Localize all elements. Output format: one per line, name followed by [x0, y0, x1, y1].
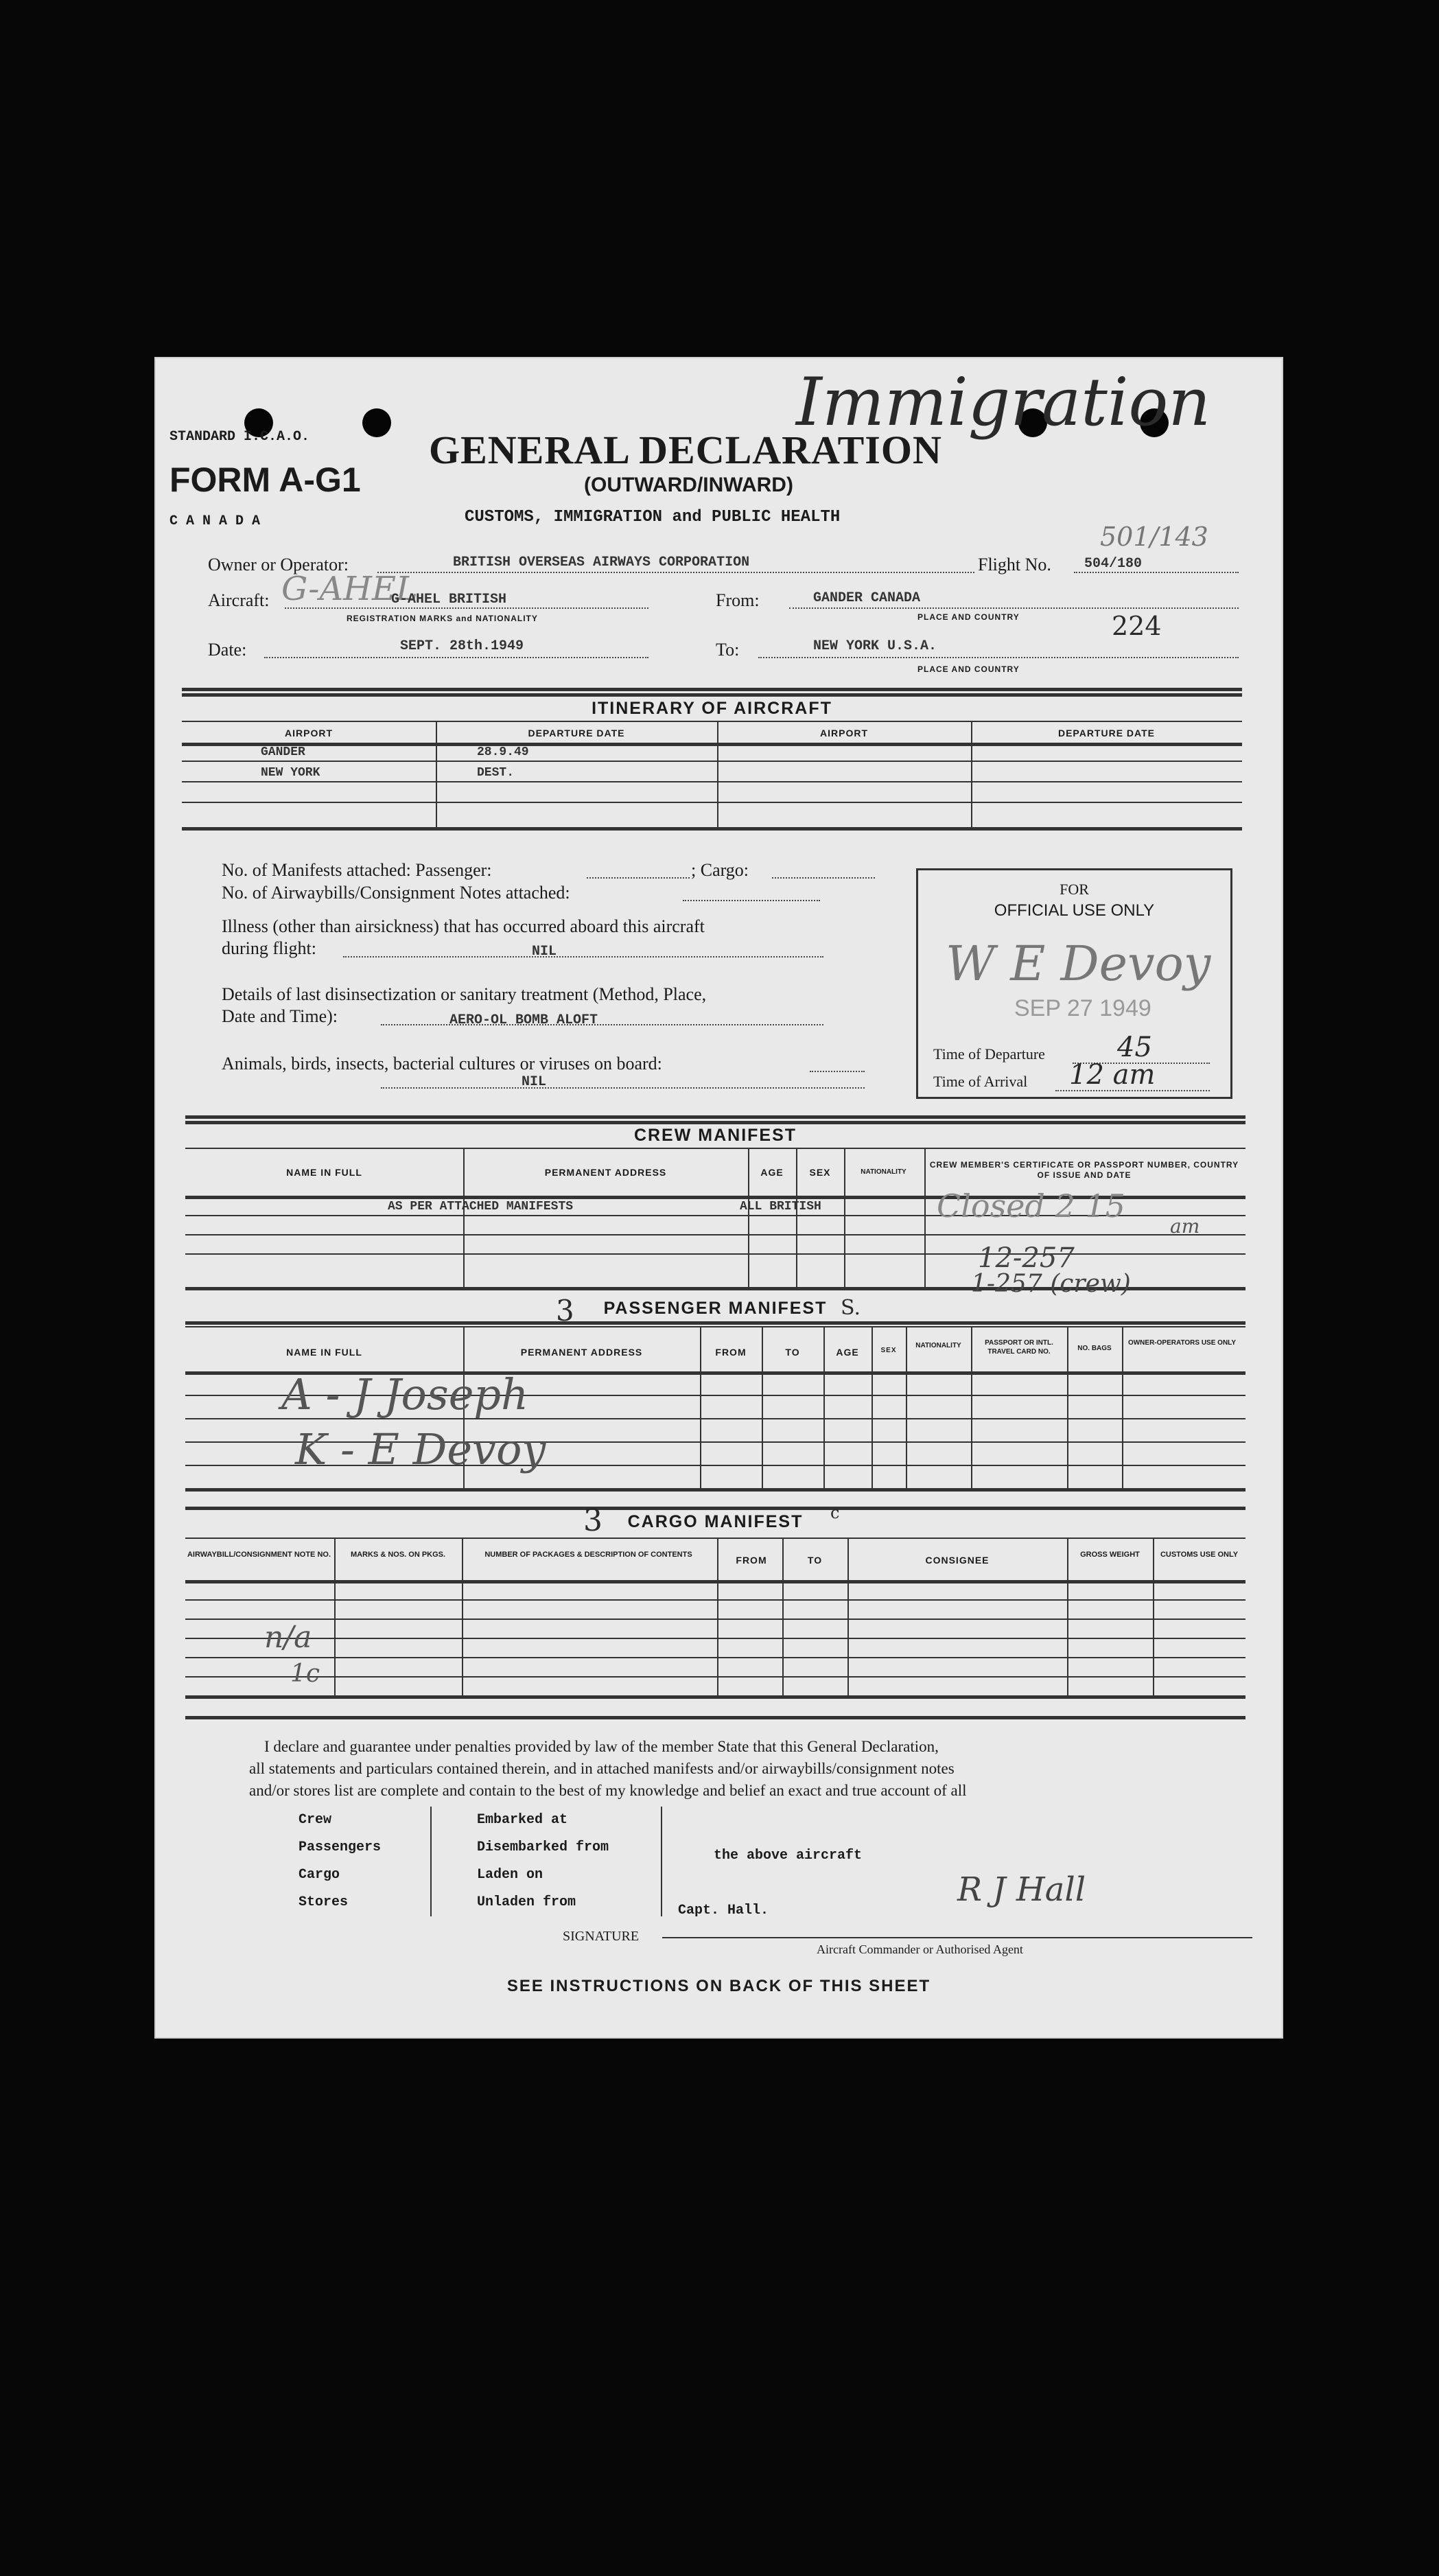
- manifests-line-2: No. of Airwaybills/Consignment Notes attached:: [222, 883, 570, 903]
- passenger-col-name: NAME IN FULL: [286, 1347, 362, 1358]
- passenger-title: PASSENGER MANIFEST: [603, 1299, 828, 1318]
- illness-value: NIL: [532, 944, 557, 960]
- from-label: From:: [716, 590, 760, 610]
- instructions-footer: SEE INSTRUCTIONS ON BACK OF THIS SHEET: [506, 1977, 931, 1995]
- handwritten-immigration: Immigration: [796, 364, 1211, 441]
- passenger-prefix: 3: [556, 1294, 574, 1327]
- flight-label: Flight No.: [978, 555, 1051, 575]
- aircraft-handwritten: G-AHEL: [281, 570, 418, 608]
- declaration-passengers: Passengers: [299, 1840, 382, 1855]
- declaration-line-1: I declare and guarantee under penalties provided by law of the member State that this General Declaration,: [264, 1738, 939, 1755]
- owner-label: Owner or Operator:: [208, 555, 349, 575]
- crew-col-certificate: CREW MEMBER'S CERTIFICATE OR PASSPORT NUMBER, COUNTRY OF ISSUE AND DATE: [929, 1160, 1239, 1180]
- cargo-hand-na: n/a: [264, 1620, 312, 1655]
- crew-col-name: NAME IN FULL: [286, 1167, 362, 1178]
- form-title: GENERAL DECLARATION: [429, 428, 942, 472]
- official-use-box: [916, 868, 1232, 1099]
- cargo-col-from: FROM: [736, 1555, 767, 1566]
- cargo-title: CARGO MANIFEST: [627, 1512, 804, 1531]
- cargo-hand-1c: 1c: [290, 1660, 320, 1688]
- cargo-col-marks: MARKS & NOS. ON PKGS.: [350, 1551, 446, 1559]
- arrival-value: 12 am: [1069, 1059, 1156, 1091]
- cargo-suffix: c: [830, 1503, 840, 1522]
- declaration-captain: Capt. Hall.: [678, 1903, 769, 1918]
- passenger-col-bags: NO. BAGS: [1077, 1345, 1112, 1352]
- crew-row-name: AS PER ATTACHED MANIFESTS: [388, 1200, 574, 1214]
- passenger-col-address: PERMANENT ADDRESS: [520, 1347, 643, 1358]
- animals-value: NIL: [522, 1074, 547, 1090]
- departure-value: 45: [1117, 1032, 1152, 1063]
- date-value: SEPT. 28th.1949: [400, 638, 524, 654]
- crew-hand-passengers: 12-257: [978, 1242, 1075, 1274]
- crew-col-sex: SEX: [809, 1167, 831, 1178]
- illness-line: Illness (other than airsickness) that has occurred aboard this aircraft: [222, 916, 705, 936]
- disinsect-value: AERO-OL BOMB ALOFT: [449, 1012, 598, 1028]
- declaration-left-list: [299, 1807, 381, 1916]
- departure-label: Time of Departure: [933, 1045, 1045, 1063]
- animals-line: Animals, birds, insects, bacterial cultures or viruses on board:: [222, 1054, 662, 1074]
- passenger-name-1: A - J Joseph: [281, 1369, 529, 1419]
- declaration-disembarked: Disembarked from: [477, 1840, 609, 1855]
- crew-hand-am: am: [1170, 1215, 1200, 1238]
- passenger-col-sex: SEX: [880, 1347, 897, 1354]
- flight-value: 504/180: [1084, 556, 1143, 572]
- manifests-line-1: No. of Manifests attached: Passenger:: [222, 860, 492, 880]
- disinsect-line-1: Details of last disinsectization or sanitary treatment (Method, Place,: [222, 984, 707, 1004]
- cargo-col-consignee: CONSIGNEE: [925, 1555, 990, 1566]
- country-label: C A N A D A: [169, 513, 261, 529]
- date-stamp: SEP 27 1949: [1014, 995, 1151, 1021]
- crew-hand-closed: Closed 2 15: [937, 1187, 1125, 1225]
- illness-during: during flight:: [222, 938, 316, 958]
- passenger-col-age: AGE: [836, 1347, 859, 1358]
- itinerary-col-date: DEPARTURE DATE: [528, 728, 625, 739]
- arrival-label: Time of Arrival: [933, 1073, 1028, 1090]
- to-caption: PLACE AND COUNTRY: [917, 664, 1020, 674]
- customs-line: CUSTOMS, IMMIGRATION and PUBLIC HEALTH: [465, 508, 841, 526]
- crew-col-nationality: NATIONALITY: [861, 1168, 906, 1176]
- passenger-name-2: K - E Devoy: [295, 1424, 546, 1474]
- declaration-middle-list: [477, 1807, 609, 1916]
- punch-hole: [362, 408, 391, 437]
- crew-col-age: AGE: [760, 1167, 784, 1178]
- flight-handwritten: 501/143: [1100, 522, 1208, 552]
- itinerary-col-airport: AIRPORT: [285, 728, 333, 739]
- manifests-cargo: ; Cargo:: [691, 860, 749, 880]
- declaration-laden: Laden on: [477, 1867, 543, 1883]
- disinsect-line-2: Date and Time):: [222, 1006, 338, 1026]
- crew-row-nationality: ALL BRITISH: [740, 1200, 821, 1214]
- crew-hand-crew: 1-257 (crew): [971, 1270, 1131, 1298]
- aircraft-value: G-AHEL BRITISH: [391, 592, 507, 607]
- signature-label: SIGNATURE: [563, 1929, 640, 1944]
- passenger-col-passport: PASSPORT OR INTL. TRAVEL CARD NO.: [985, 1339, 1053, 1356]
- captain-signature: R J Hall: [957, 1870, 1086, 1909]
- passenger-col-nationality: NATIONALITY: [915, 1342, 961, 1349]
- itinerary-col-date-2: DEPARTURE DATE: [1057, 728, 1156, 739]
- itinerary-airport-2: NEW YORK: [261, 766, 320, 780]
- cargo-col-airwaybill: AIRWAYBILL/CONSIGNMENT NOTE NO.: [187, 1551, 331, 1559]
- cargo-col-packages: NUMBER OF PACKAGES & DESCRIPTION OF CONTENTS: [484, 1551, 692, 1559]
- crew-title: CREW MANIFEST: [633, 1126, 797, 1145]
- from-caption: PLACE AND COUNTRY: [917, 612, 1020, 622]
- owner-value: BRITISH OVERSEAS AIRWAYS CORPORATION: [453, 555, 750, 570]
- number-224: 224: [1112, 611, 1162, 641]
- passenger-col-owner: OWNER-OPERATORS USE ONLY: [1127, 1339, 1237, 1347]
- declaration-aircraft: the above aircraft: [714, 1848, 863, 1864]
- cargo-col-weight: GROSS WEIGHT: [1080, 1551, 1140, 1559]
- declaration-cargo: Cargo: [299, 1867, 340, 1883]
- cargo-col-customs: CUSTOMS USE ONLY: [1160, 1551, 1239, 1559]
- official-title: OFFICIAL USE ONLY: [994, 901, 1155, 920]
- passenger-suffix: S.: [841, 1296, 861, 1320]
- to-value: NEW YORK U.S.A.: [813, 638, 937, 654]
- to-label: To:: [716, 640, 740, 660]
- passenger-col-from: FROM: [715, 1347, 747, 1358]
- official-for: FOR: [1060, 881, 1089, 898]
- itinerary-airport-1: GANDER: [261, 745, 305, 759]
- form-subtitle: (OUTWARD/INWARD): [584, 474, 793, 496]
- declaration-line-2: all statements and particulars contained therein, and in attached manifests and/or airwaybills/consignment notes: [249, 1760, 955, 1777]
- from-value: GANDER CANADA: [813, 590, 921, 606]
- itinerary-date-2: DEST.: [477, 766, 515, 780]
- itinerary-date-1: 28.9.49: [477, 745, 529, 759]
- form-number: FORM A-G1: [169, 461, 361, 499]
- declaration-embarked: Embarked at: [477, 1812, 568, 1828]
- aircraft-label: Aircraft:: [208, 590, 270, 610]
- passenger-col-to: TO: [785, 1347, 800, 1358]
- declaration-unladen: Unladen from: [477, 1894, 576, 1910]
- cargo-col-to: TO: [807, 1555, 823, 1566]
- aircraft-caption: REGISTRATION MARKS and NATIONALITY: [347, 614, 538, 623]
- agent-caption: Aircraft Commander or Authorised Agent: [817, 1942, 1023, 1956]
- declaration-stores: Stores: [299, 1894, 349, 1910]
- standard-label: STANDARD I.C.A.O.: [169, 429, 310, 445]
- declaration-line-3: and/or stores list are complete and contain to the best of my knowledge and belief an exact and true account of all: [249, 1782, 967, 1799]
- date-label: Date:: [208, 640, 247, 660]
- cargo-prefix: 3: [583, 1503, 602, 1538]
- crew-col-address: PERMANENT ADDRESS: [544, 1167, 667, 1178]
- official-signature: W E Devoy: [946, 936, 1211, 992]
- itinerary-title: ITINERARY OF AIRCRAFT: [592, 699, 832, 718]
- declaration-form: [154, 357, 1283, 2039]
- itinerary-col-airport-2: AIRPORT: [820, 728, 868, 739]
- declaration-crew: Crew: [299, 1812, 332, 1828]
